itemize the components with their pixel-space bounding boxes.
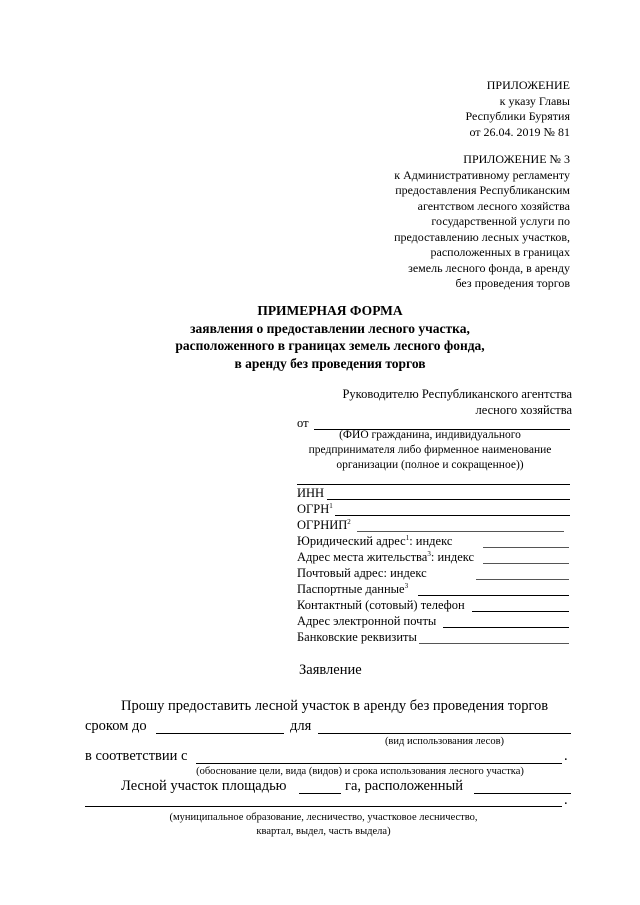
header-line: к указу Главы <box>499 93 570 108</box>
location-end: . <box>564 792 568 808</box>
inn-label: ИНН <box>297 486 325 500</box>
title-line: в аренду без проведения торгов <box>234 355 426 371</box>
email-label: Адрес электронной почты <box>297 614 437 628</box>
passport-blank[interactable] <box>418 595 569 596</box>
ogrn-label: ОГРН$^1$ <box>297 502 333 516</box>
applicant-name-blank[interactable] <box>297 484 570 485</box>
forest-use-note: (вид использования лесов) <box>384 736 505 747</box>
postal-address-blank[interactable] <box>476 579 569 580</box>
location-blank-2[interactable] <box>85 806 562 807</box>
ogrnip-label: ОГРНИП$^2$ <box>297 518 351 532</box>
fio-note-line: предпринимателя либо фирменное наименование <box>308 444 552 456</box>
header-line: ПРИЛОЖЕНИЕ <box>486 78 570 92</box>
email-blank[interactable] <box>443 627 569 628</box>
location-note-line: (муниципальное образование, лесничество, участковое лесничество, <box>169 812 478 823</box>
appendix-3-header <box>394 152 570 292</box>
area-label: Лесной участок площадью <box>121 778 287 794</box>
from-label: от <box>297 416 309 430</box>
passport-label: Паспортные данные$^3$ <box>297 582 409 596</box>
ogrn-blank[interactable] <box>335 515 570 516</box>
legal-address-label: Юридический адрес$^1$: индекс <box>297 534 453 548</box>
fio-note-line: организации (полное и сокращенное)) <box>336 459 524 471</box>
header-line: расположенных в границах <box>430 245 570 259</box>
legal-address-blank[interactable] <box>483 547 569 548</box>
form-title <box>60 302 600 372</box>
bank-details-label: Банковские реквизиты <box>297 630 417 644</box>
header-line: земель лесного фонда, в аренду <box>408 260 570 275</box>
header-line: от 26.04. 2019 № 81 <box>469 124 570 139</box>
phone-label: Контактный (сотовый) телефон <box>297 598 465 612</box>
postal-address-label: Почтовый адрес: индекс <box>297 566 427 580</box>
header-line: к Административному регламенту <box>394 167 570 182</box>
purpose-label: для <box>290 718 312 734</box>
forest-use-blank[interactable] <box>318 733 571 734</box>
ogrnip-blank[interactable] <box>357 531 564 532</box>
basis-note: (обоснование цели, вида (видов) и срока использования лесного участка) <box>196 766 524 777</box>
header-line: предоставлению лесных участков, <box>394 229 570 244</box>
residence-address-blank[interactable] <box>483 563 569 564</box>
addressee <box>342 386 572 418</box>
basis-end: . <box>564 748 568 764</box>
location-blank-1[interactable] <box>474 793 571 794</box>
body-line-1: Прошу предоставить лесной участок в аренду без проведения торгов <box>121 698 549 714</box>
location-note-line: квартал, выдел, часть выдела) <box>256 826 391 837</box>
title-line: заявления о предоставлении лесного участка, <box>190 320 470 336</box>
header-line: агентством лесного хозяйства <box>417 198 570 213</box>
header-line: без проведения торгов <box>455 276 570 290</box>
fio-note-line: (ФИО гражданина, индивидуального <box>339 429 521 441</box>
phone-blank[interactable] <box>472 611 569 612</box>
header-line: Республики Бурятия <box>465 109 570 123</box>
title-line: ПРИМЕРНАЯ ФОРМА <box>257 303 403 318</box>
fio-note <box>300 428 560 473</box>
located-label: га, расположенный <box>345 778 463 794</box>
inn-blank[interactable] <box>327 499 570 500</box>
header-line: ПРИЛОЖЕНИЕ № 3 <box>463 152 570 166</box>
term-label: сроком до <box>85 718 147 734</box>
header-line: предоставления Республиканским <box>395 183 570 197</box>
basis-label: в соответствии с <box>85 748 188 764</box>
area-blank[interactable] <box>299 793 341 794</box>
bank-details-blank[interactable] <box>419 643 569 644</box>
basis-blank[interactable] <box>196 763 562 764</box>
addressee-line: Руководителю Республиканского агентства <box>342 387 572 401</box>
application-heading: Заявление <box>299 662 362 678</box>
title-line: расположенного в границах земель лесного фонда, <box>175 338 485 353</box>
residence-address-label: Адрес места жительства$^3$: индекс <box>297 550 475 564</box>
term-blank[interactable] <box>156 733 284 734</box>
header-line: государственной услуги по <box>431 214 570 228</box>
location-note <box>85 811 562 839</box>
addressee-line: лесного хозяйства <box>475 403 572 417</box>
appendix-header <box>466 78 571 140</box>
